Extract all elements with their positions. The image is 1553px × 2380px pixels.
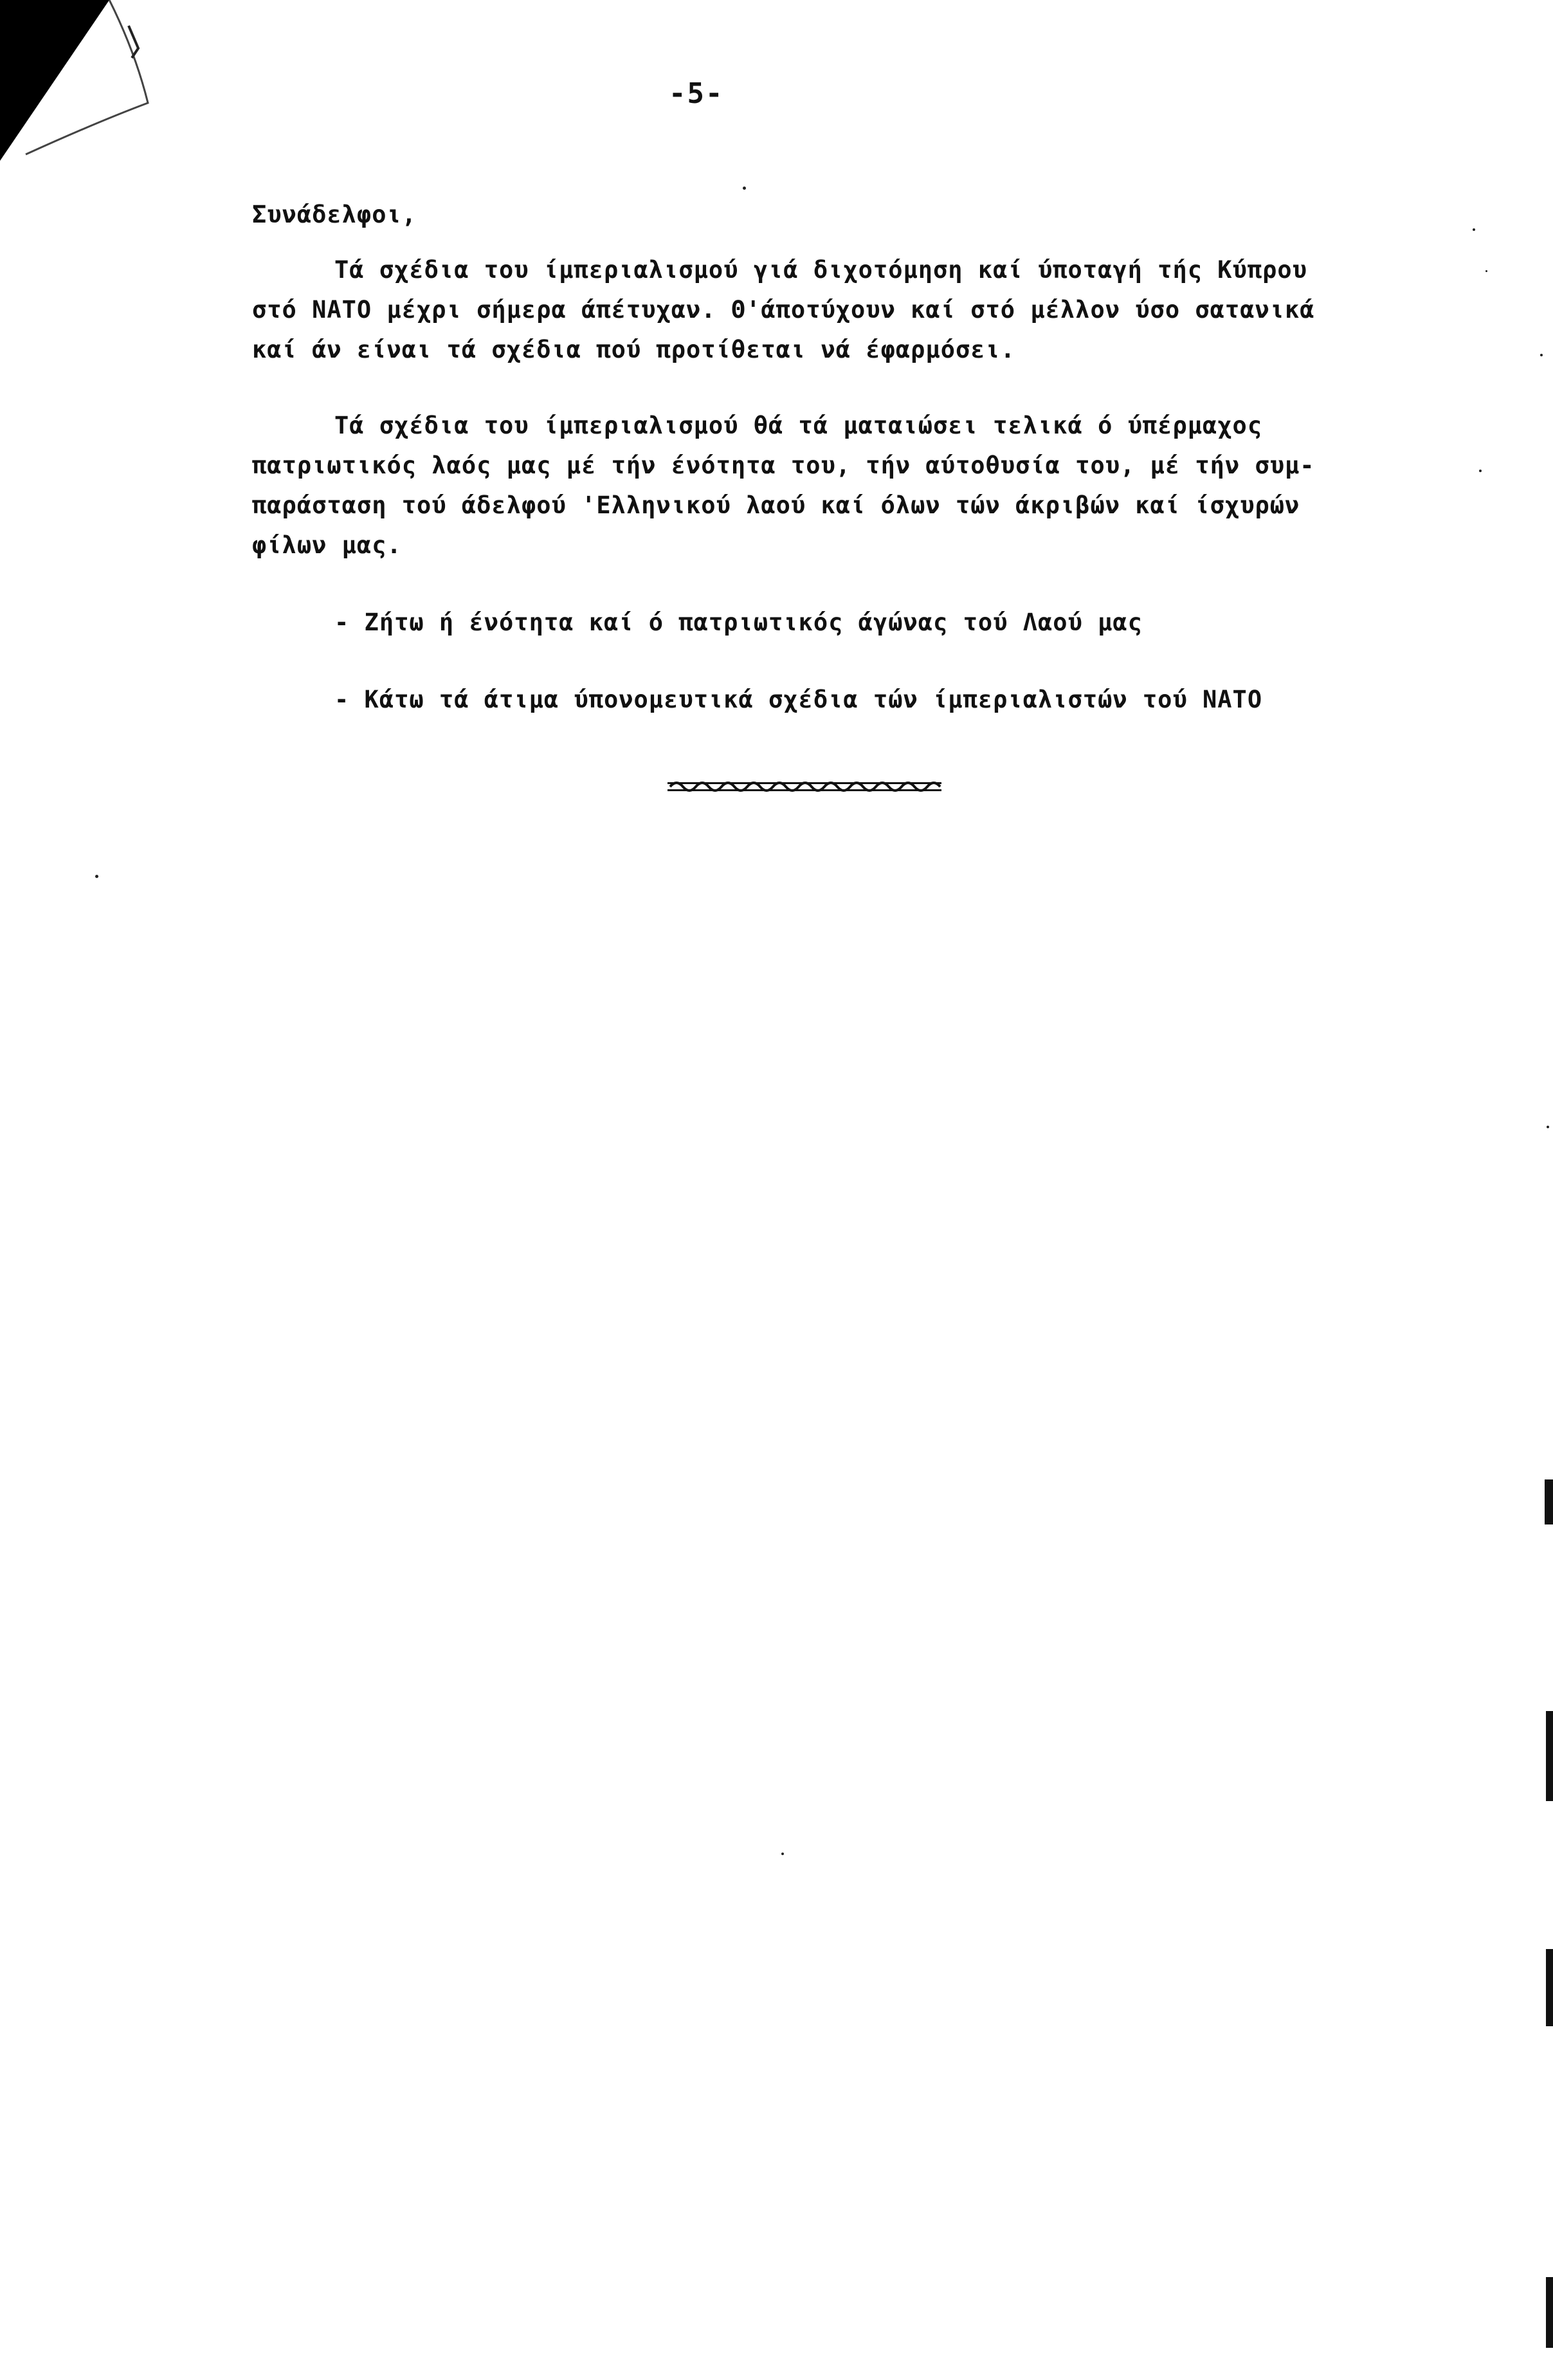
end-of-text-rule	[668, 780, 941, 794]
speck	[1547, 1126, 1549, 1128]
paragraph2-line2: πατριωτικός λαός μας μέ τήν ένότητα του, τήν αύτοθυσία του, μέ τήν συμ-	[252, 452, 1315, 479]
salutation: Συνάδελφοι,	[252, 201, 417, 228]
paragraph2-line4: φίλων μας.	[252, 531, 402, 559]
speck	[95, 875, 98, 878]
page-number: -5-	[669, 77, 724, 110]
slogan-2: - Κάτω τά άτιμα ύπονομευτικά σχέδια τών ίμπεριαλιστών τού ΝΑΤΟ	[334, 686, 1263, 713]
paragraph2-line3: παράσταση τού άδελφού 'Ελληνικού λαού καί όλων τών άκριβών καί ίσχυρών	[252, 491, 1300, 519]
scan-edge-mark	[1546, 1711, 1553, 1801]
speck	[1485, 270, 1487, 272]
specks	[743, 187, 746, 190]
scan-edge-mark	[1546, 1949, 1553, 2026]
paragraph1-line3: καί άν είναι τά σχέδια πού προτίθεται νά έφαρμόσει.	[252, 336, 1016, 363]
paragraph1-line2: στό ΝΑΤΟ μέχρι σήμερα άπέτυχαν. Θ'άποτύχουν καί στό μέλλον ύσο σατανικά	[252, 296, 1315, 324]
paragraph2-line1: Τά σχέδια του ίμπεριαλισμού θά τά ματαιώσει τελικά ό ύπέρμαχος	[334, 412, 1263, 439]
speck	[1479, 470, 1482, 472]
slogan-1: - Ζήτω ή ένότητα καί ό πατριωτικός άγώνας τού Λαού μας	[334, 609, 1143, 636]
speck	[781, 1853, 784, 1855]
speck	[1473, 228, 1475, 231]
scan-edge-mark	[1545, 1479, 1553, 1524]
scan-edge-mark	[1546, 2277, 1553, 2348]
speck	[1540, 354, 1543, 356]
folded-corner-shadow	[0, 0, 167, 167]
paragraph1-line1: Τά σχέδια του ίμπεριαλισμού γιά διχοτόμηση καί ύποταγή τής Κύπρου	[334, 256, 1307, 284]
